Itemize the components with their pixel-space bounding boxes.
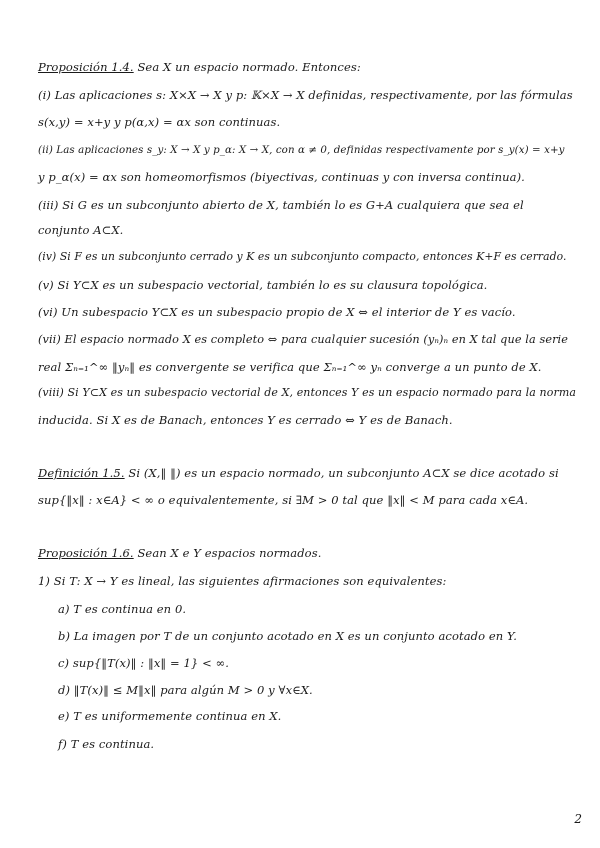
text-line: conjunto A⊂X. [38,223,124,237]
text-line: real Σₙ₌₁^∞ ‖yₙ‖ es convergente se verifica que Σₙ₌₁^∞ yₙ converge a un punto de X. [38,360,542,374]
list-item: b) La imagen por T de un conjunto acotado en X es un conjunto acotado en Y. [58,629,518,643]
text-line: sup{‖x‖ : x∈A} < ∞ o equivalentemente, si ∃M > 0 tal que ‖x‖ < M para cada x∈A. [38,493,529,507]
list-item: c) sup{‖T(x)‖ : ‖x‖ = 1} < ∞. [58,656,230,670]
page-number: 2 [574,812,582,826]
prop-1-4-heading-line [38,60,570,74]
text-line: inducida. Si X es de Banach, entonces Y es cerrado ⇔ Y es de Banach. [38,413,453,427]
section-heading: Definición 1.5. [38,466,125,480]
list-item: e) T es uniformemente continua en X. [58,709,282,723]
text-line: (iv) Si F es un subconjunto cerrado y K es un subconjunto compacto, entonces K+F es cerrado. [38,250,567,263]
list-item: a) T es continua en 0. [58,602,187,616]
text-line: y p_α(x) = αx son homeomorfismos (biyectivas, continuas y con inversa continua). [38,170,525,184]
section-intro: Sean X e Y espacios normados. [137,546,322,560]
section-heading: Proposición 1.6. [38,546,134,560]
text-line: s(x,y) = x+y y p(α,x) = αx son continuas. [38,115,281,129]
text-line: (iii) Si G es un subconjunto abierto de X, también lo es G+A cualquiera que sea el [38,198,524,212]
def-1-5-heading-line [38,466,570,480]
text-line: (vii) El espacio normado X es completo ⇔ para cualquier sucesión (yₙ)ₙ en X tal que la serie [38,333,569,346]
section-intro: Si (X,‖ ‖) es un espacio normado, un subconjunto A⊂X se dice acotado si [128,466,559,480]
text-line: (ii) Las aplicaciones s_y: X → X y p_α: X → X, con α ≠ 0, definidas respectivamente por s_y(x) = x+y [38,144,565,156]
list-item: f) T es continua. [58,737,155,751]
section-intro: Sea X un espacio normado. Entonces: [137,60,361,74]
section-heading: Proposición 1.4. [38,60,134,74]
text-line: (v) Si Y⊂X es un subespacio vectorial, también lo es su clausura topológica. [38,278,488,292]
text-line: (vi) Un subespacio Y⊂X es un subespacio propio de X ⇔ el interior de Y es vacío. [38,305,516,319]
text-line: 1) Si T: X → Y es lineal, las siguientes afirmaciones son equivalentes: [38,574,447,588]
text-line: (i) Las aplicaciones s: X×X → X y p: 𝕂×X → X definidas, respectivamente, por las fórmulas [38,88,573,102]
prop-1-6-heading-line [38,546,570,560]
list-item: d) ‖T(x)‖ ≤ M‖x‖ para algún M > 0 y ∀x∈X. [58,683,313,697]
text-line: (viii) Si Y⊂X es un subespacio vectorial de X, entonces Y es un espacio normado para la norma [38,386,577,399]
